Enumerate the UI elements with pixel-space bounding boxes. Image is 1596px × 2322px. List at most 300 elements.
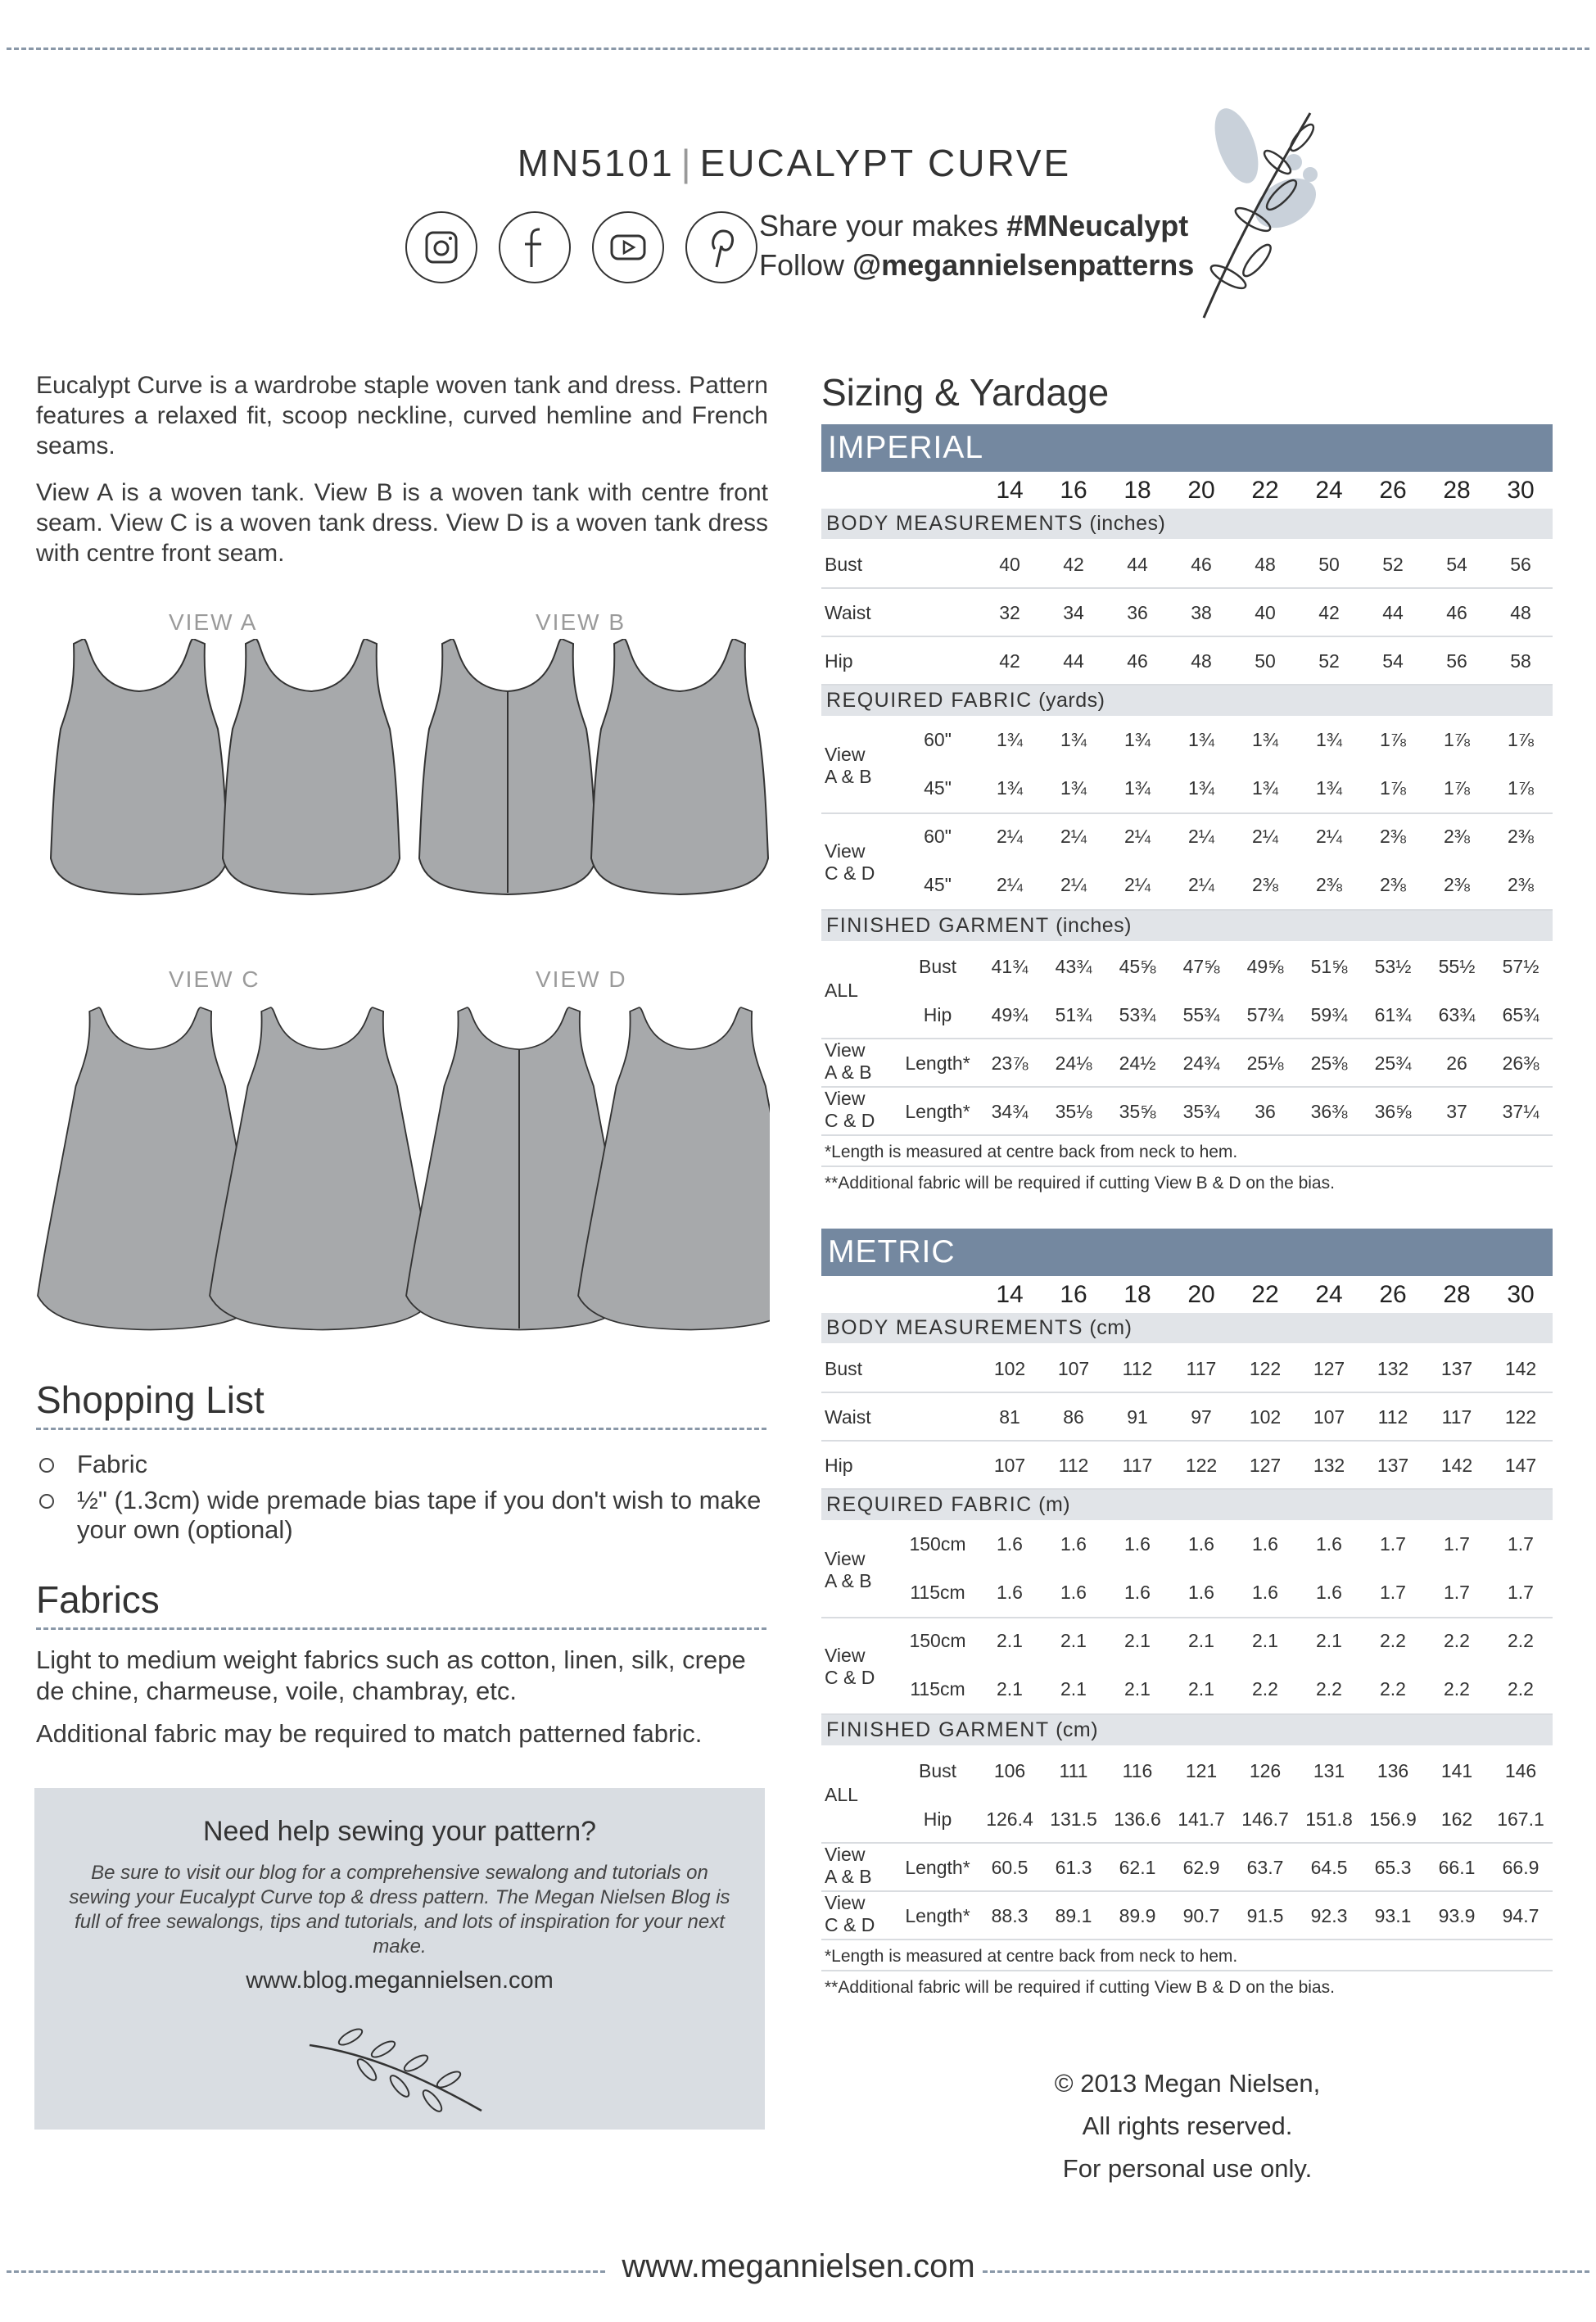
- body-cell: 50: [1255, 650, 1276, 672]
- body-cell: 44: [1127, 554, 1148, 575]
- row-divider: [821, 1842, 1553, 1844]
- finished-cell: 51⅝: [1310, 956, 1348, 977]
- fabric-cell: 1¾: [1124, 777, 1151, 799]
- finished-row-label: Hip: [923, 1004, 952, 1025]
- fabric-cell: 2⅜: [1252, 874, 1278, 895]
- fabric-cell: 1.6: [1124, 1533, 1151, 1555]
- body-cell: 107: [1313, 1406, 1345, 1428]
- fabric-cell: 2.1: [1188, 1630, 1214, 1651]
- fabric-cell: 1¾: [1316, 729, 1342, 750]
- body-cell: 137: [1440, 1358, 1473, 1379]
- view-d-back: [578, 1007, 770, 1330]
- eucalyptus-illustration: [1179, 97, 1343, 334]
- fabric-cell: 1⅞: [1444, 729, 1470, 750]
- fabric-width: 60": [924, 826, 952, 847]
- fabric-width: 115cm: [910, 1678, 965, 1700]
- fabric-cell: 2.1: [997, 1678, 1023, 1700]
- finished-cell: 88.3: [991, 1905, 1029, 1926]
- body-cell: 91: [1127, 1406, 1148, 1428]
- body-cell: 46: [1446, 602, 1467, 623]
- row-divider: [821, 1617, 1553, 1618]
- finished-row-label: Length*: [905, 1101, 970, 1122]
- finished-cell: 36⅝: [1374, 1101, 1412, 1122]
- row-divider: [821, 1392, 1553, 1393]
- size-header: 16: [1060, 1281, 1087, 1308]
- fabric-cell: 1⅞: [1380, 729, 1406, 750]
- fabric-cell: 2¼: [1060, 874, 1087, 895]
- fabric-cell: 1¾: [1252, 729, 1278, 750]
- fabric-width: 115cm: [910, 1582, 965, 1603]
- finished-cell: 93.9: [1438, 1905, 1476, 1926]
- fabric-cell: 1.6: [997, 1582, 1023, 1603]
- finished-cell: 136.6: [1114, 1808, 1161, 1830]
- fabric-cell: 2⅜: [1380, 874, 1406, 895]
- finished-cell: 55¾: [1182, 1004, 1220, 1025]
- body-cell: 97: [1191, 1406, 1212, 1428]
- body-cell: 42: [1063, 554, 1084, 575]
- top-dashed-rule: [7, 48, 1589, 50]
- fabric-cell: 2.2: [1380, 1678, 1406, 1700]
- body-cell: 112: [1122, 1358, 1153, 1379]
- intro-paragraph-2: View A is a woven tank. View B is a woven tank with centre front seam. View C is a woven tank dress. View D is a woven tank dress with centre front seam.: [36, 479, 768, 567]
- fabric-width: 150cm: [909, 1630, 966, 1651]
- section-header-finished_title: FINISHED GARMENT (inches): [821, 911, 1553, 941]
- fabric-cell: 1.6: [1124, 1582, 1151, 1603]
- finished-cell: 136: [1377, 1760, 1409, 1781]
- fabric-cell: 2¼: [1060, 826, 1087, 847]
- length-note: *Length is measured at centre back from neck to hem.: [825, 1947, 1238, 1966]
- group-label: View C & D: [825, 1088, 875, 1131]
- fabric-cell: 2¼: [997, 874, 1023, 895]
- finished-cell: 64.5: [1310, 1857, 1348, 1878]
- finished-row-label: Hip: [923, 1808, 952, 1830]
- size-header: 30: [1507, 1281, 1535, 1308]
- body-cell: 127: [1249, 1455, 1282, 1476]
- body-cell: 48: [1191, 650, 1212, 672]
- finished-cell: 61.3: [1055, 1857, 1092, 1878]
- fabric-cell: 2.1: [1188, 1678, 1214, 1700]
- finished-cell: 141: [1440, 1760, 1473, 1781]
- finished-cell: 24½: [1119, 1052, 1156, 1074]
- fabric-cell: 1.7: [1380, 1533, 1406, 1555]
- finished-cell: 156.9: [1369, 1808, 1417, 1830]
- fabric-cell: 1.6: [1188, 1582, 1214, 1603]
- body-cell: 112: [1058, 1455, 1089, 1476]
- body-cell: 102: [993, 1358, 1026, 1379]
- body-cell: 117: [1186, 1358, 1217, 1379]
- row-divider: [821, 587, 1553, 589]
- body-cell: 137: [1377, 1455, 1409, 1476]
- fabric-cell: 2.1: [1060, 1678, 1087, 1700]
- body-cell: 147: [1504, 1455, 1537, 1476]
- body-cell: 58: [1510, 650, 1531, 672]
- finished-row-label: Length*: [905, 1857, 970, 1878]
- finished-row-label: Bust: [918, 1760, 957, 1781]
- help-box: [34, 1788, 765, 2130]
- fabric-cell: 2⅜: [1508, 826, 1534, 847]
- fabric-cell: 2.2: [1508, 1678, 1534, 1700]
- help-url[interactable]: www.blog.megannielsen.com: [246, 1967, 554, 1994]
- view-c-label: VIEW C: [169, 966, 260, 992]
- body-cell: 122: [1249, 1358, 1282, 1379]
- finished-cell: 59¾: [1310, 1004, 1348, 1025]
- finished-cell: 61¾: [1374, 1004, 1412, 1025]
- finished-cell: 126: [1249, 1760, 1282, 1781]
- finished-cell: 162: [1440, 1808, 1473, 1830]
- body-row-label: Waist: [825, 1406, 871, 1428]
- finished-cell: 93.1: [1374, 1905, 1412, 1926]
- fabric-cell: 1¾: [1316, 777, 1342, 799]
- finished-cell: 167.1: [1497, 1808, 1544, 1830]
- finished-cell: 37: [1446, 1101, 1467, 1122]
- finished-cell: 90.7: [1182, 1905, 1220, 1926]
- size-header: 30: [1507, 477, 1535, 504]
- fabric-width: 45": [924, 874, 952, 895]
- finished-cell: 89.1: [1055, 1905, 1092, 1926]
- fabric-cell: 2⅜: [1508, 874, 1534, 895]
- group-label: View A & B: [825, 744, 872, 787]
- body-cell: 46: [1191, 554, 1212, 575]
- body-cell: 122: [1185, 1455, 1218, 1476]
- fabric-cell: 1.6: [1252, 1582, 1278, 1603]
- finished-cell: 66.1: [1438, 1857, 1476, 1878]
- shopping-list: [36, 1450, 773, 1551]
- finished-cell: 146: [1504, 1760, 1537, 1781]
- facebook-icon[interactable]: [499, 211, 571, 283]
- fabrics-paragraph-2: Additional fabric may be required to match patterned fabric.: [36, 1719, 703, 1748]
- group-label: View C & D: [825, 1645, 875, 1688]
- body-row-label: Waist: [825, 602, 871, 623]
- sizing-title: Sizing & Yardage: [821, 371, 1110, 414]
- body-cell: 102: [1249, 1406, 1282, 1428]
- fabric-cell: 2.2: [1508, 1630, 1534, 1651]
- fabric-cell: 1⅞: [1508, 729, 1534, 750]
- fabric-cell: 1¾: [1188, 777, 1214, 799]
- body-cell: 107: [993, 1455, 1026, 1476]
- view-b-front: [419, 639, 596, 894]
- imperial-band: IMPERIAL: [821, 424, 1553, 472]
- view-b-back: [591, 639, 768, 894]
- finished-cell: 63.7: [1246, 1857, 1284, 1878]
- shopping-list-title: Shopping List: [36, 1378, 264, 1421]
- finished-cell: 25⅜: [1310, 1052, 1348, 1074]
- bias-note: **Additional fabric will be required if cutting View B & D on the bias.: [825, 1978, 1335, 1997]
- fabric-cell: 2.1: [1316, 1630, 1342, 1651]
- fabric-cell: 1.6: [1252, 1533, 1278, 1555]
- finished-cell: 91.5: [1246, 1905, 1284, 1926]
- body-cell: 54: [1382, 650, 1404, 672]
- footer-url[interactable]: www.megannielsen.com: [622, 2248, 975, 2284]
- shopping-divider: [36, 1428, 766, 1430]
- body-cell: 112: [1377, 1406, 1408, 1428]
- pinterest-icon[interactable]: [685, 211, 757, 283]
- finished-cell: 53½: [1374, 956, 1412, 977]
- section-header-finished_title: FINISHED GARMENT (cm): [821, 1715, 1553, 1745]
- group-label: View A & B: [825, 1039, 872, 1083]
- finished-cell: 131.5: [1050, 1808, 1097, 1830]
- fabric-cell: 1¾: [1060, 729, 1087, 750]
- fabric-cell: 1.7: [1444, 1582, 1470, 1603]
- fabric-cell: 1¾: [1060, 777, 1087, 799]
- finished-cell: 89.9: [1119, 1905, 1156, 1926]
- finished-cell: 36⅜: [1310, 1101, 1348, 1122]
- fabrics-title: Fabrics: [36, 1578, 160, 1621]
- bottom-dashed-rule-left: [7, 2270, 605, 2273]
- body-row-label: Bust: [825, 1358, 863, 1379]
- body-row-label: Hip: [825, 650, 853, 672]
- finished-cell: 53¾: [1119, 1004, 1156, 1025]
- size-header: 28: [1443, 1281, 1471, 1308]
- size-header: 22: [1251, 1281, 1279, 1308]
- body-cell: 52: [1382, 554, 1404, 575]
- finished-cell: 116: [1122, 1760, 1153, 1781]
- finished-row-label: Length*: [905, 1905, 970, 1926]
- finished-cell: 60.5: [991, 1857, 1029, 1878]
- body-cell: 42: [999, 650, 1020, 672]
- finished-all-label: ALL: [825, 980, 858, 1001]
- finished-cell: 146.7: [1241, 1808, 1289, 1830]
- finished-cell: 45⅝: [1119, 956, 1156, 977]
- row-divider: [821, 1134, 1553, 1136]
- body-cell: 32: [999, 602, 1020, 623]
- finished-cell: 35⅝: [1119, 1101, 1156, 1122]
- finished-cell: 141.7: [1178, 1808, 1225, 1830]
- body-cell: 117: [1122, 1455, 1153, 1476]
- fabric-cell: 1.6: [1316, 1582, 1342, 1603]
- finished-cell: 62.1: [1119, 1857, 1156, 1878]
- row-divider: [821, 1939, 1553, 1940]
- fabric-width: 45": [924, 777, 952, 799]
- body-cell: 40: [999, 554, 1020, 575]
- fabric-width: 150cm: [909, 1533, 966, 1555]
- size-header: 26: [1379, 1281, 1407, 1308]
- finished-cell: 51¾: [1055, 1004, 1092, 1025]
- fabric-cell: 2.1: [997, 1630, 1023, 1651]
- group-label: View A & B: [825, 1548, 872, 1591]
- finished-cell: 57½: [1502, 956, 1539, 977]
- view-a-label: VIEW A: [169, 609, 258, 635]
- finished-cell: 57¾: [1246, 1004, 1284, 1025]
- fabric-cell: 2¼: [1124, 874, 1151, 895]
- help-heading: Need help sewing your pattern?: [202, 1816, 597, 1847]
- fabric-cell: 1¾: [1124, 729, 1151, 750]
- row-divider: [821, 1166, 1553, 1167]
- fabric-cell: 1⅞: [1380, 777, 1406, 799]
- row-divider: [821, 1890, 1553, 1892]
- fabric-cell: 1.6: [1188, 1533, 1214, 1555]
- finished-cell: 65.3: [1374, 1857, 1412, 1878]
- fabric-cell: 1¾: [997, 777, 1023, 799]
- body-cell: 44: [1382, 602, 1404, 623]
- body-cell: 117: [1441, 1406, 1472, 1428]
- branch-icon: [301, 2012, 498, 2119]
- finished-cell: 92.3: [1310, 1905, 1348, 1926]
- fabric-cell: 1¾: [1188, 729, 1214, 750]
- bottom-dashed-rule-right: [983, 2270, 1589, 2273]
- finished-cell: 111: [1059, 1760, 1088, 1781]
- finished-cell: 131: [1313, 1760, 1345, 1781]
- finished-cell: 126.4: [986, 1808, 1033, 1830]
- size-header: 18: [1124, 477, 1151, 504]
- youtube-icon[interactable]: [592, 211, 664, 283]
- list-item: Fabric: [36, 1450, 773, 1479]
- body-cell: 107: [1057, 1358, 1090, 1379]
- body-cell: 122: [1504, 1406, 1537, 1428]
- fabrics-paragraph-1: Light to medium weight fabrics such as cotton, linen, silk, crepe de chine, charmeuse, voile, chambray, etc.: [36, 1645, 746, 1705]
- pattern-title: MN5101 | EUCALYPT CURVE: [517, 142, 1072, 184]
- bias-note: **Additional fabric will be required if cutting View B & D on the bias.: [825, 1174, 1335, 1193]
- row-divider: [821, 1970, 1553, 1971]
- finished-cell: 36: [1255, 1101, 1276, 1122]
- row-divider: [821, 812, 1553, 814]
- fabric-cell: 2.2: [1444, 1678, 1470, 1700]
- view-a-back: [223, 639, 400, 894]
- body-cell: 132: [1377, 1358, 1409, 1379]
- finished-cell: 47⅝: [1182, 956, 1220, 977]
- body-cell: 56: [1446, 650, 1467, 672]
- length-note: *Length is measured at centre back from neck to hem.: [825, 1143, 1238, 1161]
- body-cell: 142: [1504, 1358, 1537, 1379]
- fabric-cell: 2¼: [1252, 826, 1278, 847]
- copyright: © 2013 Megan Nielsen, All rights reserved. For personal use only.: [1054, 2069, 1321, 2183]
- group-label: View A & B: [825, 1844, 872, 1887]
- group-label: View C & D: [825, 1892, 875, 1935]
- finished-cell: 106: [993, 1760, 1026, 1781]
- body-cell: 46: [1127, 650, 1148, 672]
- finished-cell: 49⅝: [1246, 956, 1284, 977]
- row-divider: [821, 1086, 1553, 1088]
- finished-cell: 24¾: [1182, 1052, 1220, 1074]
- body-cell: 56: [1510, 554, 1531, 575]
- body-cell: 34: [1063, 602, 1084, 623]
- body-cell: 48: [1255, 554, 1276, 575]
- body-cell: 81: [999, 1406, 1020, 1428]
- finished-cell: 34¾: [991, 1101, 1029, 1122]
- view-d-label: VIEW D: [536, 966, 627, 992]
- fabric-cell: 2.2: [1252, 1678, 1278, 1700]
- fabric-cell: 2⅜: [1444, 826, 1470, 847]
- finished-cell: 23⅞: [991, 1052, 1029, 1074]
- finished-cell: 62.9: [1182, 1857, 1220, 1878]
- row-divider: [821, 636, 1553, 637]
- size-header: 24: [1315, 477, 1343, 504]
- fabric-cell: 2.1: [1124, 1678, 1151, 1700]
- finished-cell: 35¾: [1182, 1101, 1220, 1122]
- fabric-cell: 2.1: [1124, 1630, 1151, 1651]
- group-label: View C & D: [825, 840, 875, 884]
- finished-cell: 25¾: [1374, 1052, 1412, 1074]
- size-header: 24: [1315, 1281, 1343, 1308]
- body-cell: 54: [1446, 554, 1467, 575]
- body-cell: 86: [1063, 1406, 1084, 1428]
- size-header: 14: [996, 1281, 1024, 1308]
- garment-illustrations: [33, 639, 770, 1343]
- finished-cell: 94.7: [1502, 1905, 1539, 1926]
- finished-cell: 41¾: [991, 956, 1029, 977]
- size-header: 16: [1060, 477, 1087, 504]
- size-header: 26: [1379, 477, 1407, 504]
- body-cell: 44: [1063, 650, 1084, 672]
- body-cell: 42: [1318, 602, 1340, 623]
- fabric-cell: 1.6: [1316, 1533, 1342, 1555]
- body-cell: 40: [1255, 602, 1276, 623]
- fabrics-divider: [36, 1627, 766, 1630]
- finished-row-label: Bust: [918, 956, 957, 977]
- fabric-width: 60": [924, 729, 952, 750]
- row-divider: [821, 1038, 1553, 1039]
- fabric-cell: 1.7: [1380, 1582, 1406, 1603]
- finished-all-label: ALL: [825, 1784, 858, 1805]
- body-cell: 48: [1510, 602, 1531, 623]
- fabric-cell: 2⅜: [1380, 826, 1406, 847]
- finished-cell: 65¾: [1502, 1004, 1539, 1025]
- finished-cell: 63¾: [1438, 1004, 1476, 1025]
- finished-cell: 26⅜: [1502, 1052, 1539, 1074]
- fabric-cell: 2⅜: [1316, 874, 1342, 895]
- body-cell: 52: [1318, 650, 1340, 672]
- finished-cell: 121: [1185, 1760, 1218, 1781]
- fabric-cell: 2⅜: [1444, 874, 1470, 895]
- fabric-cell: 2.2: [1316, 1678, 1342, 1700]
- fabric-cell: 1.7: [1508, 1533, 1534, 1555]
- body-cell: 142: [1440, 1455, 1473, 1476]
- instagram-icon[interactable]: [405, 211, 477, 283]
- fabric-cell: 1.7: [1508, 1582, 1534, 1603]
- section-header-body_title: BODY MEASUREMENTS (inches): [821, 509, 1553, 539]
- size-header: 18: [1124, 1281, 1151, 1308]
- body-cell: 50: [1318, 554, 1340, 575]
- finished-cell: 151.8: [1305, 1808, 1353, 1830]
- finished-cell: 26: [1446, 1052, 1467, 1074]
- size-header: 20: [1187, 1281, 1215, 1308]
- fabric-cell: 2¼: [1316, 826, 1342, 847]
- fabric-cell: 2.1: [1252, 1630, 1278, 1651]
- fabric-cell: 2.1: [1060, 1630, 1087, 1651]
- body-row-label: Bust: [825, 554, 863, 575]
- size-header: 20: [1187, 477, 1215, 504]
- fabric-cell: 2.2: [1380, 1630, 1406, 1651]
- body-cell: 38: [1191, 602, 1212, 623]
- finished-cell: 24⅛: [1055, 1052, 1092, 1074]
- view-c-back: [210, 1007, 435, 1330]
- help-body: Be sure to visit our blog for a comprehensive sewalong and tutorials on sewing your Eucalypt Curve top & dress pattern. The Megan Nielsen Blog is full of free sewalongs, tips and tutorials, and lots of inspiration for your next make.: [69, 1862, 730, 1958]
- social-icons: [405, 211, 757, 283]
- metric-band: METRIC: [821, 1229, 1553, 1276]
- view-a-front: [51, 639, 228, 894]
- finished-cell: 55½: [1438, 956, 1476, 977]
- section-header-body_title: BODY MEASUREMENTS (cm): [821, 1313, 1553, 1343]
- fabric-cell: 1.6: [1060, 1582, 1087, 1603]
- fabric-cell: 2¼: [1124, 826, 1151, 847]
- body-cell: 127: [1313, 1358, 1345, 1379]
- section-header-fabric_title: REQUIRED FABRIC (yards): [821, 686, 1553, 716]
- finished-cell: 37¼: [1502, 1101, 1539, 1122]
- share-text: Share your makes #MNeucalypt Follow @megannielsenpatterns: [759, 209, 1195, 282]
- section-header-fabric_title: REQUIRED FABRIC (m): [821, 1490, 1553, 1520]
- finished-cell: 35⅛: [1055, 1101, 1092, 1122]
- fabric-cell: 1¾: [997, 729, 1023, 750]
- fabric-cell: 2¼: [997, 826, 1023, 847]
- finished-cell: 25⅛: [1246, 1052, 1284, 1074]
- fabric-cell: 1⅞: [1444, 777, 1470, 799]
- finished-cell: 49¾: [991, 1004, 1029, 1025]
- fabric-cell: 2¼: [1188, 826, 1214, 847]
- fabric-cell: 1.6: [997, 1533, 1023, 1555]
- body-row-label: Hip: [825, 1455, 853, 1476]
- fabric-cell: 1⅞: [1508, 777, 1534, 799]
- size-header: 14: [996, 477, 1024, 504]
- fabric-cell: 1.7: [1444, 1533, 1470, 1555]
